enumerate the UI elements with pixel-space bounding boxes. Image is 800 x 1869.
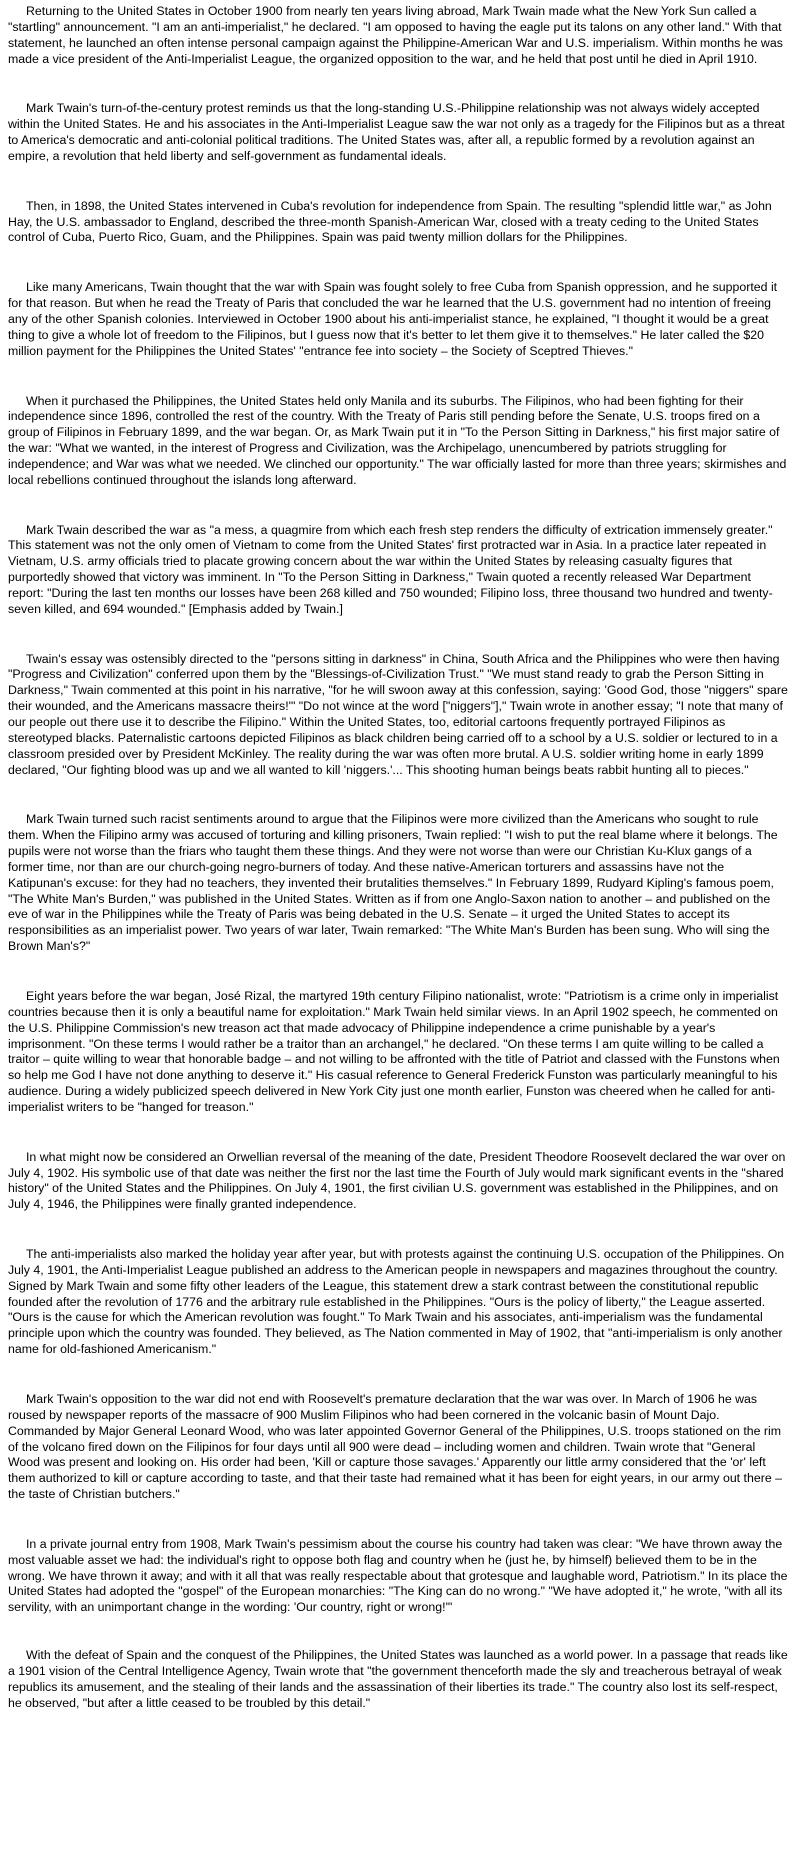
paragraph-1: Returning to the United States in October 1900 from nearly ten years living abroad, Mark Twain made what the New York Sun called a "startling" announcement. "I am an anti-imperialist," he declared. "I am opposed to having the eagle put its talons on any other land." With that statement, he launched an often intense personal campaign against the Philippine-American War and U.S. imperialism. Within months he was made a vice president of the Anti-Imperialist League, the organized opposition to the war, and he held that post until he died in April 1910. <box>8 4 783 66</box>
paragraph-spacer <box>8 67 788 101</box>
paragraph-14: With the defeat of Spain and the conquest of the Philippines, the United States was launched as a world power. In a passage that reads like a 1901 vision of the Central Intelligence Agency, Twain wrote that "the government thenceforth made the sly and treacherous betrayal of weak republics its amusement, and the stealing of their lands and the assassination of their liberties its trade." The country also lost its self-respect, he observed, "but after a little ceased to be troubled by this detail." <box>8 1648 788 1710</box>
paragraph-4: Like many Americans, Twain thought that the war with Spain was fought solely to free Cuba from Spanish oppression, and he supported it for that reason. But when he read the Treaty of Paris that concluded the war he learned that the U.S. government had no intention of freeing any of the other Spanish colonies. Interviewed in October 1900 about his anti-imperialist stance, he explained, "I thought it would be a great thing to give a whole lot of freedom to the Filipinos, but I guess now that it's better to let them give it to themselves." He later called the $20 million payment for the Philippines the United States' "entrance fee into society – the Society of Sceptred Thieves." <box>8 280 778 358</box>
paragraph-spacer <box>8 489 788 523</box>
paragraph-6: Mark Twain described the war as "a mess, a quagmire from which each fresh step renders the difficulty of extrication immensely greater." This statement was not the only omen of Vietnam to come from the United States' first protracted war in Asia. In a practice later repeated in Vietnam, U.S. army officials tried to placate growing concern about the war within the United States by releasing casualty figures that purportedly showed that victory was imminent. In "To the Person Sitting in Darkness," Twain quoted a recently released War Department report: "During the last ten months our losses have been 268 killed and 750 wounded; Filipino loss, three thousand two hundred and twenty-seven killed, and 694 wounded." [Emphasis added by Twain.] <box>8 522 773 616</box>
paragraph-3: Then, in 1898, the United States intervened in Cuba's revolution for independence from Spain. The resulting "splendid little war," as John Hay, the U.S. ambassador to England, described the three-month Spanish-American War, closed with a treaty ceding to the United States control of Cuba, Puerto Rico, Guam, and the Philippines. Spain was paid twenty million dollars for the Philippines. <box>8 198 772 245</box>
paragraph-10: In what might now be considered an Orwellian reversal of the meaning of the date, President Theodore Roosevelt declared the war over on July 4, 1902. His symbolic use of that date was neither the first nor the last time the Fourth of July would mark significant events in the "shared history" of the United States and the Philippines. On July 4, 1901, the first civilian U.S. government was established in the Philippines, and on July 4, 1946, the Philippines were finally granted independence. <box>8 1149 786 1212</box>
paragraph-spacer <box>8 360 788 394</box>
paragraph-spacer <box>8 778 788 812</box>
paragraph-spacer <box>8 1213 788 1247</box>
paragraph-spacer <box>8 246 788 280</box>
paragraph-spacer <box>8 1358 788 1392</box>
paragraph-spacer <box>8 618 788 652</box>
paragraph-2: Mark Twain's turn-of-the-century protest reminds us that the long-standing U.S.-Philippine relationship was not always widely accepted within the United States. He and his associates in the Anti-Imperialist League saw the war not only as a tragedy for the Filipinos but as a threat to America's democratic and anti-colonial political traditions. The United States was, after all, a republic formed by a revolution against an empire, a revolution that held liberty and self-government as fundamental ideals. <box>8 101 785 163</box>
paragraph-13: In a private journal entry from 1908, Mark Twain's pessimism about the course his country had taken was clear: "We have thrown away the most valuable asset we had: the individual's right to oppose both flag and country when he (just he, by himself) believed them to be in the wrong. We have thrown it away; and with it all that was really respectable about that grotesque and laughable word, Patriotism." In its place the United States had adopted the "gospel" of the European monarchies: "The King can do no wrong." "We have adopted it," he wrote, "with all its servility, with an unimportant change in the wording: 'Our country, right or wrong!'" <box>8 1536 788 1615</box>
paragraph-7: Twain's essay was ostensibly directed to the "persons sitting in darkness" in China, South Africa and the Philippines who were then having "Progress and Civilization" conferred upon them by the "Blessings-of-Civilization Trust." "We must stand ready to grab the Person Sitting in Darkness," Twain commented at this point in his narrative, "for he will swoon away at this confession, saying: 'Good God, those "niggers" spare their wounded, and the Americans massacre theirs!'" "Do not wince at the word ["niggers"]," Twain wrote in another essay; "I note that many of our people out there use it to describe the Filipino." Within the United States, too, editorial cartoons frequently portrayed Filipinos as stereotyped blacks. Paternalistic cartoons depicted Filipinos as black children being carried off to a school by a U.S. soldier or lectured to in a classroom presided over by President McKinley. The reality during the war was often more brutal. A U.S. soldier writing home in early 1899 declared, "Our fighting blood was up and we all wanted to kill 'niggers.'... This shooting human beings beats rabbit hunting all to pieces." <box>8 651 788 777</box>
paragraph-9: Eight years before the war began, José Rizal, the martyred 19th century Filipino nationalist, wrote: "Patriotism is a crime only in imperialist countries because then it is only a beautiful name for exploitation." Mark Twain held similar views. In an April 1902 speech, he commented on the U.S. Philippine Commission's new treason act that made advocacy of Philippine independence a crime punishable by a year's imprisonment. "On these terms I would rather be a traitor than an archangel," he declared. "On these terms I am quite willing to be called a traitor – quite willing to wear that honorable badge – and not willing to be affronted with the title of Patriot and classed with the Funstons when so help me God I have not done anything to deserve it." His casual reference to General Frederick Funston was particularly meaningful to his audience. During a widely publicized speech delivered in New York City just one month earlier, Funston was cheered when he called for anti-imperialist writers to be "hanged for treason." <box>8 988 780 1114</box>
paragraph-11: The anti-imperialists also marked the holiday year after year, but with protests against the continuing U.S. occupation of the Philippines. On July 4, 1901, the Anti-Imperialist League published an address to the American people in newspapers and magazines throughout the country. Signed by Mark Twain and some fifty other leaders of the League, this statement drew a stark contrast between the constitutional republic founded after the revolution of 1776 and the arbitrary rule established in the Philippines. "Ours is the policy of liberty," the League asserted. "Ours is the cause for which the American revolution was fought." To Mark Twain and his associates, anti-imperialism was the fundamental principle upon which the country was founded. They believed, as The Nation commented in May of 1902, that "anti-imperialism is only another name for old-fashioned Americanism." <box>8 1247 785 1357</box>
paragraph-8: Mark Twain turned such racist sentiments around to argue that the Filipinos were more civilized than the Americans who sought to rule them. When the Filipino army was accused of torturing and killing prisoners, Twain replied: "I wish to put the real blame where it belongs. The pupils were not worse than the friars who taught them these things. And they were not worse than were our Christian Ku-Klux gangs of a former time, nor than are our church-going negro-burners of today. And these native-American torturers and assassins have not the Katipunan's excuse: for they had no teachers, they invented their brutalities themselves." In February 1899, Rudyard Kipling's famous poem, "The White Man's Burden," was published in the United States. Written as if from one Anglo-Saxon nation to another – and published on the eve of war in the Philippines while the Treaty of Paris was being debated in the U.S. Senate – it urged the United States to accept its responsibilities as an imperialist power. Two years of war later, Twain remarked: "The White Man's Burden has been sung. Who will sing the Brown Man's?" <box>8 812 778 954</box>
paragraph-spacer <box>8 1616 788 1648</box>
paragraph-spacer <box>8 1116 788 1150</box>
paragraph-spacer <box>8 165 788 199</box>
paragraph-spacer <box>8 955 788 989</box>
paragraph-12: Mark Twain's opposition to the war did not end with Roosevelt's premature declaration that the war was over. In March of 1906 he was roused by newspaper reports of the massacre of 900 Muslim Filipinos who had been cornered in the volcanic basin of Mount Dajo. Commanded by Major General Leonard Wood, who was later appointed Governor General of the Philippines, U.S. troops stationed on the rim of the volcano fired down on the Filipinos for four days until all 900 were dead – including women and children. Twain wrote that "General Wood was present and looking on. His order had been, 'Kill or capture those savages.' Apparently our little army considered that the 'or' left them authorized to kill or capture according to taste, and that their taste had remained what it has been for eight years, in our army out there – the taste of Christian butchers." <box>8 1392 782 1502</box>
paragraph-spacer <box>8 1503 788 1537</box>
paragraph-5: When it purchased the Philippines, the United States held only Manila and its suburbs. The Filipinos, who had been fighting for their independence since 1896, controlled the rest of the country. With the Treaty of Paris still pending before the Senate, U.S. troops fired on a group of Filipinos in February 1899, and the war began. Or, as Mark Twain put it in "To the Person Sitting in Darkness," his first major satire of the war: "What we wanted, in the interest of Progress and Civilization, was the Archipelago, unencumbered by patriots struggling for independence; and War was what we needed. We clinched our opportunity." The war officially lasted for more than three years; skirmishes and local rebellions continued throughout the islands long afterward. <box>8 393 787 487</box>
